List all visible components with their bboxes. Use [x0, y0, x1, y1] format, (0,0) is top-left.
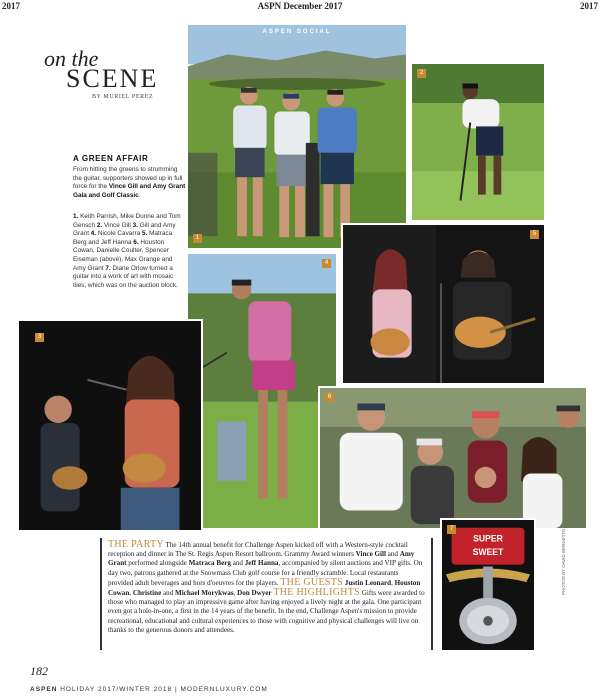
header-issue: ASPN December 2017	[257, 1, 343, 11]
footer-separator: |	[174, 686, 178, 693]
photo-credit: PHOTOS BY DAVID BERGETTE	[561, 528, 566, 595]
article-text: ,	[391, 578, 395, 587]
caption-text: Nicole Cavarra	[97, 230, 142, 238]
sign-sweet: SWEET	[472, 546, 504, 557]
title-scene: SCENE	[66, 64, 159, 93]
photo-gill-and-grant	[17, 319, 203, 532]
photo-number-badge: 6	[325, 393, 334, 402]
intro-paragraph	[73, 166, 186, 200]
name-amy-grant: Amy Grant	[108, 550, 415, 568]
name-justin-leonard: Justin Leonard	[344, 578, 392, 587]
caption-num: 3.	[132, 221, 138, 229]
heading-the-party: THE PARTY	[108, 539, 164, 550]
name-michael-morykwas: Michael Morykwas	[175, 589, 234, 598]
caption-text: Houston Cowan, Danielle Coulter, Spencer Eiseman (above), Max Grange and Amy Grant	[73, 238, 173, 272]
photo-mosaic-guitar	[440, 518, 536, 652]
article-text: , accompanied by silent auctions and VIP gifts. On day two, patrons gathered at the Snowmass Club golf course for a friendly scramble. Local restaurants provided adult beverages and hors d'oeuvres for the players.	[108, 559, 423, 587]
photo-guitar-duo	[341, 223, 546, 385]
caption-num: 4.	[90, 230, 97, 238]
article-text: The 14th annual benefit for Challenge Aspen kicked off with a Western-style cocktail reception and dinner in The St. Regis Aspen Resort ballroom. Grammy Award winners	[108, 541, 408, 559]
caption-text: Matraca Berg and Jeff Hanna	[73, 230, 173, 246]
photo-number-badge: 2	[417, 69, 426, 78]
article-text: ,	[129, 589, 133, 598]
footer-site: MODERNLUXURY.COM	[180, 686, 268, 693]
intro-bold: Vince Gill and Amy Grant Gala and Golf Classic	[73, 183, 186, 199]
caption-text: Keith Parrish, Mike Dunne and Tom Gensch	[73, 213, 181, 229]
photo-woman-golfer	[186, 252, 338, 530]
article-text: and	[385, 550, 400, 559]
article-body	[100, 538, 433, 650]
footer-line	[30, 686, 268, 693]
name-jeff-hanna: Jeff Hanna	[244, 559, 279, 568]
photo-group-selfie	[318, 386, 588, 530]
byline: BY MURIEL PEREZ	[92, 94, 154, 100]
photo-captions	[73, 213, 186, 290]
watermark-aspen-social: ASPEN SOCIAL	[262, 29, 332, 35]
article-text: and	[161, 589, 176, 598]
photo-golfers-group	[186, 23, 408, 250]
caption-num: 5.	[141, 230, 148, 238]
name-don-dwyer: Don Dwyer	[237, 589, 272, 598]
caption-num: 1.	[73, 213, 79, 220]
photo-number-badge: 3	[35, 333, 44, 342]
photo-number-badge: 1	[193, 234, 202, 243]
article-text: and	[230, 559, 245, 568]
heading-the-highlights: THE HIGHLIGHTS	[273, 587, 361, 599]
photo-putting-golfer	[410, 62, 546, 222]
photo-number-badge: 7	[447, 525, 456, 534]
caption-num: 6.	[133, 238, 139, 246]
header-year-right: 2017	[580, 1, 598, 11]
caption-text: Diane Orlow turned a guitar into a work of art with mosaic tiles, which was on the auction block.	[73, 264, 178, 289]
caption-text: Gill and Amy Grant	[73, 221, 176, 238]
intro-text: From hitting the greens to strumming the guitar, supporters showed up in full force for the	[73, 166, 183, 191]
footer-brand: ASPEN	[30, 686, 58, 693]
article-text: Gifts were awarded to those who managed to play an impressive game after having enjoyed a lively night at the gala. One participant even got a hole-in-one, a first in the 14 years of the benefit. In the end, Challenge Aspen's mission to provide recreational, educational and cultural experiences to those with cognitive and physical challenges will live on thanks to the generous donors and attendees.	[108, 589, 425, 634]
article-text: ,	[233, 589, 238, 598]
intro-end: .	[138, 191, 141, 199]
title-on-the: on the	[44, 46, 99, 71]
caption-num: 2.	[96, 221, 103, 229]
name-houston-cowan: Houston Cowan	[108, 578, 421, 598]
section-heading: A GREEN AFFAIR	[73, 154, 149, 163]
header-year-left: 2017	[2, 1, 20, 11]
sign-super: SUPER	[473, 533, 503, 544]
heading-the-guests: THE GUESTS	[280, 576, 343, 588]
article-text: performed alongside	[126, 559, 189, 568]
photo-number-badge: 4	[322, 259, 331, 268]
footer-issue: HOLIDAY 2017/WINTER 2018	[60, 686, 173, 693]
caption-text: Vince Gill	[103, 221, 133, 229]
name-matraca-berg: Matraca Berg	[188, 559, 231, 568]
name-vince-gill: Vince Gill	[355, 550, 386, 559]
name-christine: Christine	[132, 589, 162, 598]
caption-num: 7.	[105, 264, 111, 272]
page-number: 182	[30, 664, 48, 678]
photo-number-badge: 5	[530, 230, 539, 239]
